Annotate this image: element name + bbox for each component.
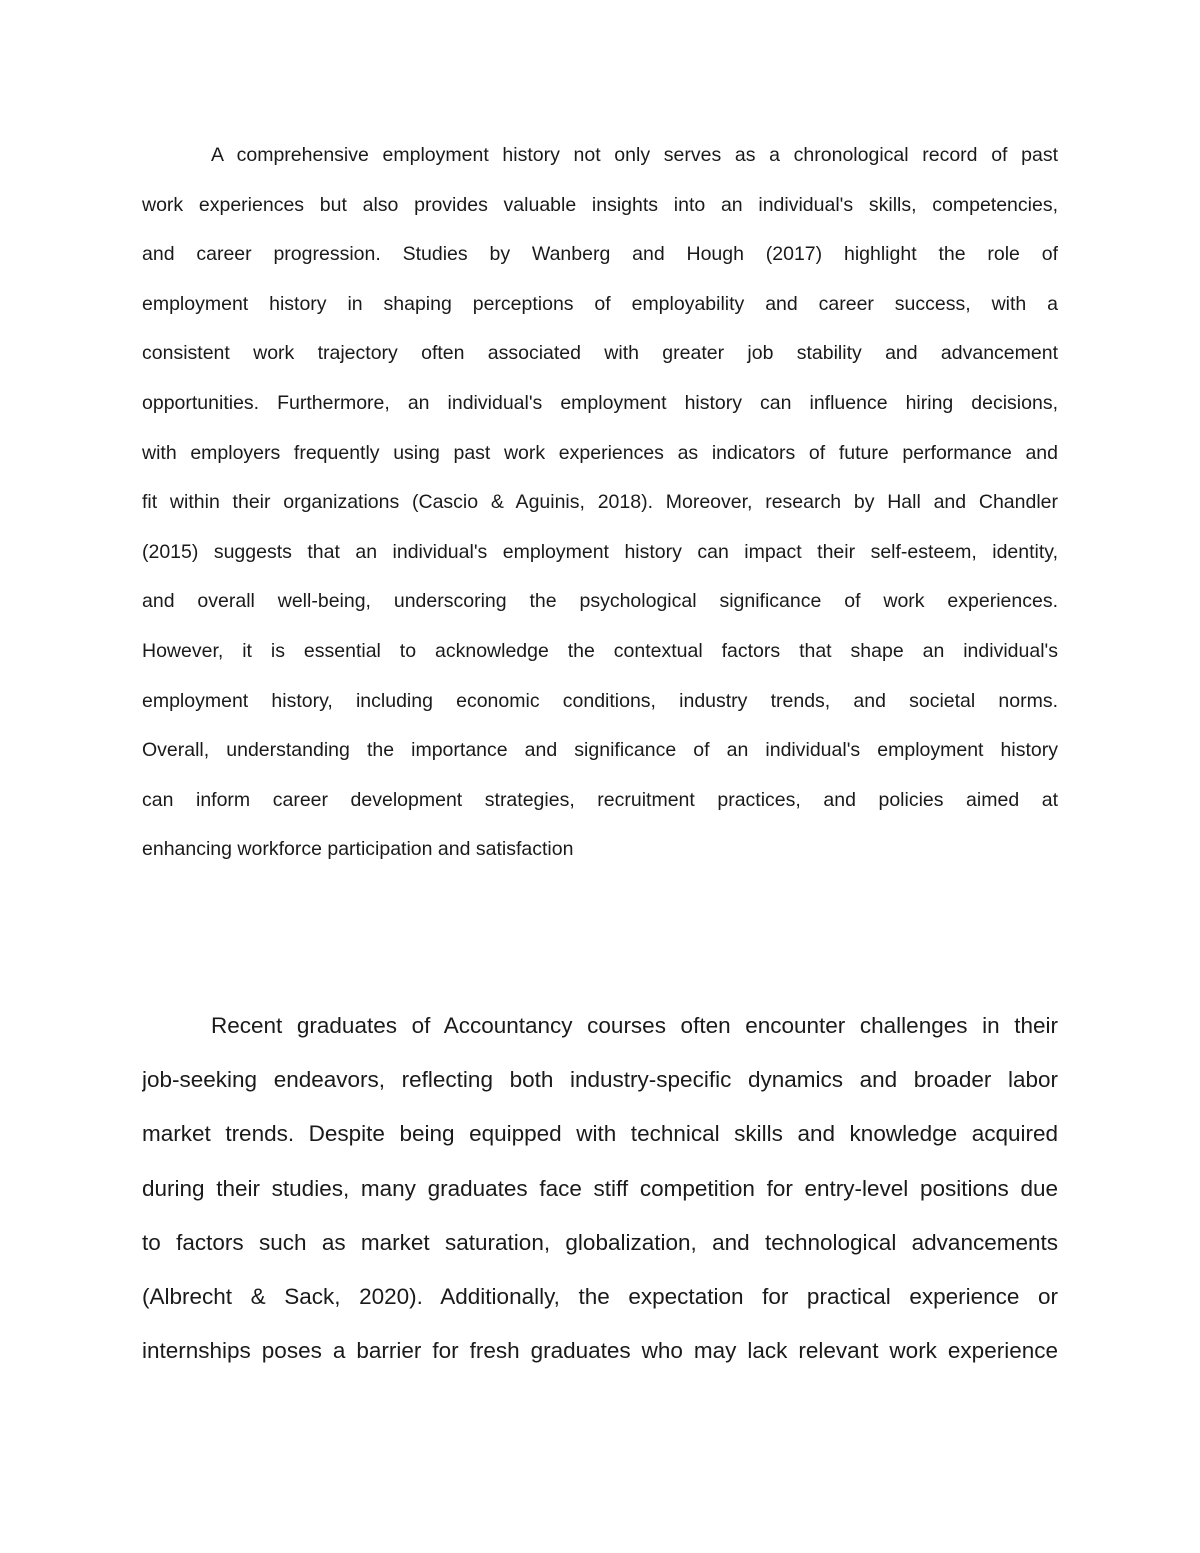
paragraph-accountancy-graduates xyxy=(142,1011,1058,1390)
paragraph-line: job-seeking endeavors, reflecting both industry-specific dynamics and broader labor xyxy=(142,1067,1058,1093)
paragraph-line: and overall well-being, underscoring the psychological significance of work experiences. xyxy=(142,590,1058,613)
paragraph-line: can inform career development strategies, recruitment practices, and policies aimed at xyxy=(142,788,1058,811)
paragraph-line: However, it is essential to acknowledge the contextual factors that shape an individual's xyxy=(142,639,1058,662)
paragraph-line: employment history, including economic conditions, industry trends, and societal norms. xyxy=(142,689,1058,712)
paragraph-employment-history xyxy=(142,141,1058,885)
paragraph-line: consistent work trajectory often associated with greater job stability and advancement xyxy=(142,342,1058,365)
paragraph-line: work experiences but also provides valuable insights into an individual's skills, competencies, xyxy=(142,193,1058,216)
paragraph-line: market trends. Despite being equipped with technical skills and knowledge acquired xyxy=(142,1121,1058,1147)
paragraph-line: A comprehensive employment history not only serves as a chronological record of past xyxy=(211,144,1058,166)
paragraph-line: with employers frequently using past work experiences as indicators of future performance and xyxy=(142,441,1058,464)
paragraph-line: to factors such as market saturation, globalization, and technological advancements xyxy=(142,1229,1058,1255)
paragraph-line: internships poses a barrier for fresh graduates who may lack relevant work experience xyxy=(142,1338,1058,1364)
paragraph-line: employment history in shaping perceptions of employability and career success, with a xyxy=(142,292,1058,315)
paragraph-line: during their studies, many graduates face stiff competition for entry-level positions due xyxy=(142,1175,1058,1201)
paragraph-line: Overall, understanding the importance and significance of an individual's employment history xyxy=(142,739,1058,762)
paragraph-line: opportunities. Furthermore, an individual's employment history can influence hiring decisions, xyxy=(142,391,1058,414)
paragraph-line: fit within their organizations (Cascio & Aguinis, 2018). Moreover, research by Hall and Chandler xyxy=(142,491,1058,514)
paragraph-line: enhancing workforce participation and satisfaction xyxy=(142,838,574,861)
paragraph-line: (2015) suggests that an individual's employment history can impact their self-esteem, identity, xyxy=(142,540,1058,563)
paragraph-line: (Albrecht & Sack, 2020). Additionally, the expectation for practical experience or xyxy=(142,1283,1058,1309)
paragraph-line: Recent graduates of Accountancy courses often encounter challenges in their xyxy=(211,1013,1058,1038)
paragraph-line: and career progression. Studies by Wanberg and Hough (2017) highlight the role of xyxy=(142,243,1058,266)
